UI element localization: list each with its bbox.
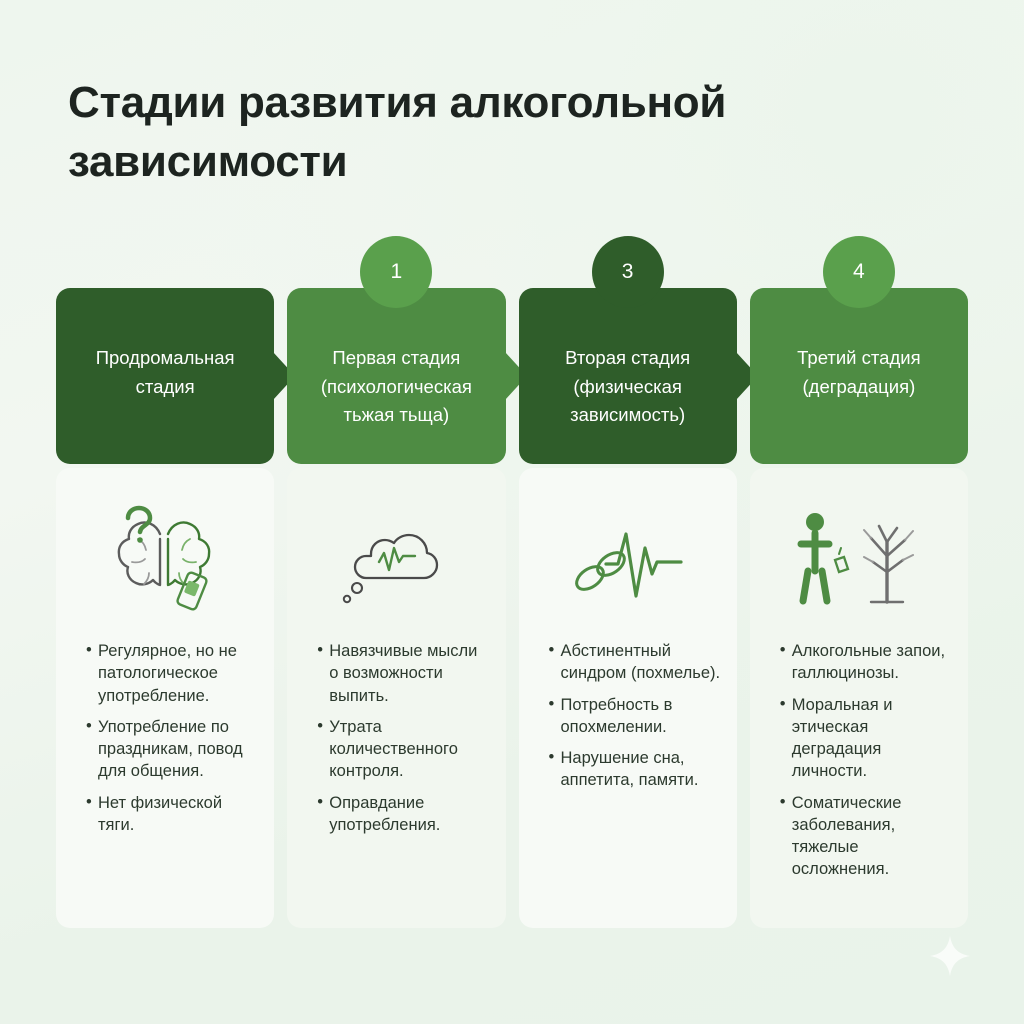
list-item: • Нет физической тяги. xyxy=(86,792,258,837)
list-item: • Оправдание употребления. xyxy=(317,792,489,837)
sparkle-icon xyxy=(928,934,972,978)
list-item: • Потребность в опохмелении. xyxy=(549,694,721,739)
list-item: • Алкогольные запои, галлюцинозы. xyxy=(780,640,952,685)
stage-header-2[interactable] xyxy=(287,288,505,464)
stage-header-line: Вторая стадия xyxy=(565,347,691,368)
list-item: • Регулярное, но не патологическое употребление. xyxy=(86,640,258,707)
brain-question-icon xyxy=(72,494,258,634)
stage-header-3[interactable] xyxy=(519,288,737,464)
stage-body-1 xyxy=(56,468,274,928)
stage-column-4 xyxy=(750,260,968,928)
stage-header-1[interactable] xyxy=(56,288,274,464)
stage-header-line: (физическая xyxy=(573,375,682,397)
stage-header-line: Продромальная xyxy=(95,347,235,368)
stage-body-2 xyxy=(287,468,505,928)
list-item: • Навязчивые мысли о возможности выпить. xyxy=(317,640,489,707)
list-item: • Употребление по праздникам, повод для общения. xyxy=(86,716,258,783)
stage-column-2 xyxy=(287,260,505,928)
stage-header-line: стадия xyxy=(135,375,195,397)
list-item: • Абстинентный синдром (похмелье). xyxy=(549,640,721,685)
stage-bullets-3 xyxy=(535,640,721,801)
stages-row xyxy=(56,260,968,928)
stage-header-line: зависимость) xyxy=(570,404,686,426)
stage-header-line: (психологическая xyxy=(320,375,472,397)
stage-bullets-2 xyxy=(303,640,489,845)
stage-header-line: Третий стадия xyxy=(797,347,921,368)
stage-bullets-4 xyxy=(766,640,952,890)
list-item: • Соматические заболевания, тяжелые осложнения. xyxy=(780,792,952,881)
stage-body-3 xyxy=(519,468,737,928)
stage-badge-4: 4 xyxy=(823,236,895,308)
stage-badge-3: 3 xyxy=(592,236,664,308)
stage-header-line: Первая стадия xyxy=(332,347,461,368)
list-item: • Утрата количественного контроля. xyxy=(317,716,489,783)
stage-badge-2: 1 xyxy=(360,236,432,308)
stage-bullets-1 xyxy=(72,640,258,845)
person-dead-tree-icon xyxy=(766,494,952,634)
list-item: • Моральная и этическая деградация личности. xyxy=(780,694,952,783)
stage-column-3 xyxy=(519,260,737,928)
stage-header-line: тьжая тьща) xyxy=(343,404,450,426)
stage-header-4[interactable] xyxy=(750,288,968,464)
stage-body-4 xyxy=(750,468,968,928)
stage-column-1 xyxy=(56,288,274,928)
thought-cloud-icon xyxy=(303,494,489,634)
page-title: Стадии развития алкогольной зависимости xyxy=(68,78,727,186)
list-item: • Нарушение сна, аппетита, памяти. xyxy=(549,747,721,792)
chain-pulse-icon xyxy=(535,494,721,634)
stage-header-line: (деградация) xyxy=(802,375,916,397)
